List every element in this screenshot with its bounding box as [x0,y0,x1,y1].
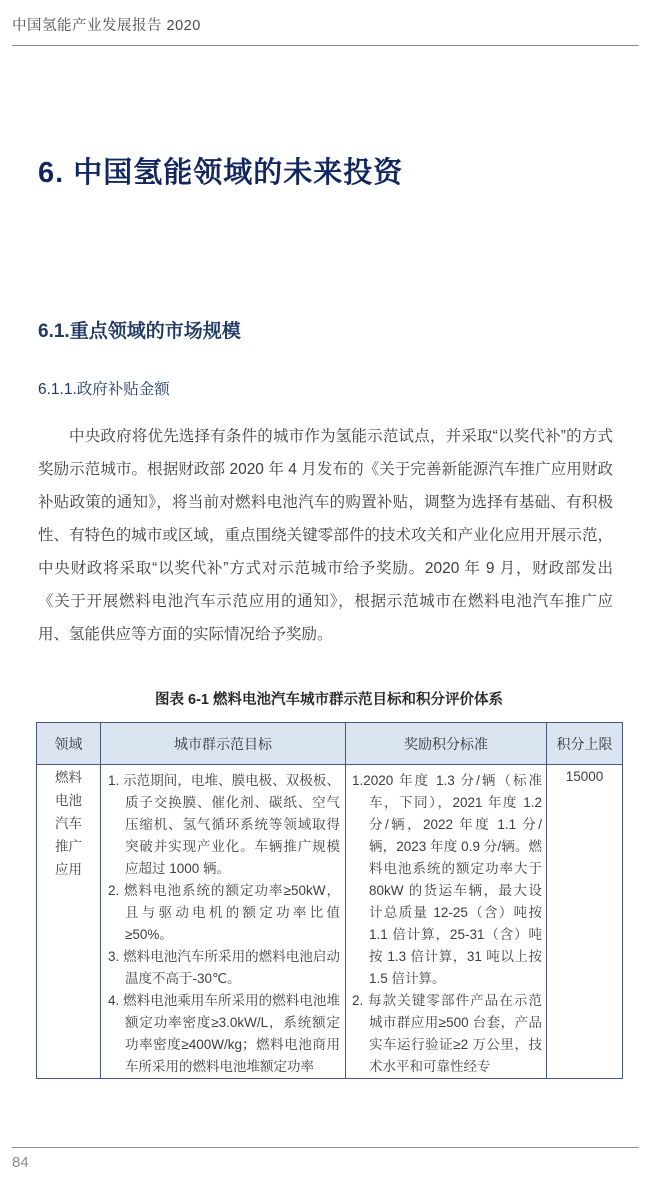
col-header-criteria: 奖励积分标准 [346,723,547,765]
score-cap-cell: 15000 [547,765,623,1079]
chapter-title: 6. 中国氢能领域的未来投资 [38,157,404,189]
col-header-domain: 领域 [37,723,101,765]
section-title: 6.1.重点领域的市场规模 [38,321,241,342]
targets-cell [101,765,346,1079]
criteria-item: 1.2020 年度 1.3 分/辆（标准车，下同），2021 年度 1.2 分/辆，2022 年度 1.1 分/辆，2023 年度 0.9 分/辆。燃料电池系统的额定功率大于 80kW 的货运车辆，最大设计总质量 12-25（含）吨按 1.1 倍计算，25-31（含）吨按 1.3 倍计算，31 吨以上按 1.5 倍计算。 [352,773,542,986]
table-header-row [37,723,623,765]
target-item: 4. 燃料电池乘用车所采用的燃料电池堆额定功率密度≥3.0kW/L，系统额定功率密度≥400W/kg；燃料电池商用车所采用的燃料电池堆额定功率 [108,993,340,1074]
domain-cell [37,765,101,1079]
body-paragraph: 中央政府将优先选择有条件的城市作为氢能示范试点，并采取“以奖代补”的方式奖励示范城市。根据财政部 2020 年 4 月发布的《关于完善新能源汽车推广应用财政补贴政策的通知》，将当前对燃料电池汽车的购置补贴，调整为选择有基础、有积极性、有特色的城市或区域，重点围绕关键零部件的技术攻关和产业化应用开展示范，中央财政将采取“以奖代补”方式对示范城市给予奖励。2020 年 9 月，财政部发出《关于开展燃料电池汽车示范应用的通知》，根据示范城市在燃料电池汽车推广应用、氢能供应等方面的实际情况给予奖励。 [38,428,613,643]
page-number: 84 [12,1154,29,1171]
target-item: 1. 示范期间，电堆、膜电极、双极板、质子交换膜、催化剂、碳纸、空气压缩机、氢气循环系统等领域取得突破并实现产业化。车辆推广规模应超过 1000 辆。 [108,773,340,876]
col-header-targets: 城市群示范目标 [101,723,346,765]
col-header-score-cap: 积分上限 [547,723,623,765]
footer-divider [12,1147,639,1148]
running-header: 中国氢能产业发展报告 2020 [12,18,201,34]
subsection-title: 6.1.1.政府补贴金额 [38,381,170,398]
domain-label: 燃料电池汽车推广应用 [55,770,82,877]
criteria-cell [346,765,547,1079]
target-item: 2. 燃料电池系统的额定功率≥50kW，且与驱动电机的额定功率比值≥50%。 [108,883,340,942]
subsidy-table [36,722,623,1079]
criteria-item: 2. 每款关键零部件产品在示范城市群应用≥500 台套，产品实车运行验证≥2 万公里，技术水平和可靠性经专 [352,993,542,1074]
table-caption: 图表 6-1 燃料电池汽车城市群示范目标和积分评价体系 [154,692,503,708]
target-item: 3. 燃料电池汽车所采用的燃料电池启动温度不高于-30℃。 [108,949,340,986]
header-divider [12,45,639,46]
table-row [37,765,623,1079]
